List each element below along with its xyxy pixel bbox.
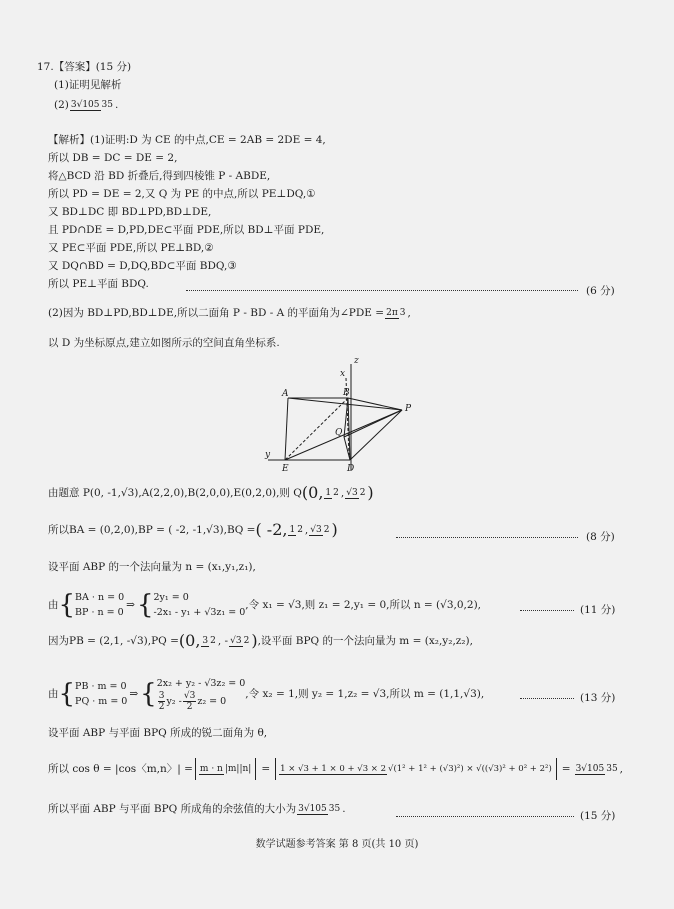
score-6: (6 分) xyxy=(586,285,615,297)
proof-line-8: 又 DQ∩BD = D,DQ,BD⊂平面 BDQ,③ xyxy=(48,260,237,272)
page-footer: 数学试题参考答案 第 8 页(共 10 页) xyxy=(255,839,419,850)
part2-line-1: (2)因为 BD⊥PD,BD⊥DE,所以二面角 P - BD - A 的平面角为∠PDE = 2π 3 , xyxy=(48,307,411,319)
normal-n-intro: 设平面 ABP 的一个法向量为 n = (x₁,y₁,z₁), xyxy=(48,561,256,573)
proof-line-3: 将△BCD 沿 BD 折叠后,得到四棱锥 P - ABDE, xyxy=(48,170,271,182)
proof-line-4: 所以 PD = DE = 2,又 Q 为 PE 的中点,所以 PE⊥DQ,① xyxy=(48,188,316,200)
final-line: 所以平面 ABP 与平面 BPQ 所成角的余弦值的大小为 3√105 35 . xyxy=(48,803,346,815)
proof-line-6: 且 PD∩DE = D,PD,DE⊂平面 PDE,所以 BD⊥平面 PDE, xyxy=(48,224,325,236)
proof-line-5: 又 BD⊥DC 即 BD⊥PD,BD⊥DE, xyxy=(48,206,212,218)
y-axis-label: y xyxy=(265,450,271,460)
answer-2-label: (2) xyxy=(54,99,69,111)
point-q-label: Q xyxy=(335,428,343,438)
score-8: (8 分) xyxy=(586,531,615,543)
pq-vectors-line: 因为PB = (2,1, -√3),PQ =(0, 3 2 , - √3 2 ),设平面 BPQ 的一个法向量为 m = (x₂,y₂,z₂), xyxy=(48,631,473,650)
point-e-label: E xyxy=(282,464,289,474)
answer-1: (1)证明见解析 xyxy=(54,79,122,91)
point-b-label: B xyxy=(343,388,350,398)
angle-fraction: 2π 3 xyxy=(386,308,406,318)
normal-m-system: 由{ PB · m = 0 PQ · m = 0 ⇒{ 2x₂ + y₂ - √3z₂ = 0 $\frac{3}{2}$ y₂ - $\frac{√3}{2}$ z₂ = 0 ,令 x₂ = 1,则 y₂ = 1,z₂ = √3,所以 m = (1,1,√3), xyxy=(48,678,485,712)
dot-leader xyxy=(396,816,574,817)
answer-2: (2) 3√105 35 . xyxy=(54,99,119,111)
point-p-label: P xyxy=(405,404,412,414)
score-13: (13 分) xyxy=(580,692,616,704)
proof-line-1: 【解析】(1)证明:D 为 CE 的中点,CE = 2AB = 2DE = 4, xyxy=(48,134,326,146)
question-number: 17.【答案】(15 分) xyxy=(37,61,132,73)
dot-leader xyxy=(396,537,578,538)
score-15: (15 分) xyxy=(580,810,616,822)
proof-line-9: 所以 PE⊥平面 BDQ. xyxy=(48,278,149,290)
cos-intro: 设平面 ABP 与平面 BPQ 所成的锐二面角为 θ, xyxy=(48,727,268,739)
x-axis-label: x xyxy=(340,369,346,379)
answer-2-fraction: 3√105 35 xyxy=(70,100,113,110)
point-a-label: A xyxy=(282,389,289,399)
dot-leader xyxy=(186,290,578,291)
vectors-line: 所以BA = (0,2,0),BP = ( -2, -1,√3),BQ =( -2, 1 2 , √3 2 ) xyxy=(48,520,338,539)
z-axis-label: z xyxy=(354,356,359,366)
dot-leader xyxy=(520,698,574,699)
point-d-label: D xyxy=(347,464,355,474)
normal-n-system: 由{ BA · n = 0 BP · n = 0 ⇒{ 2y₁ = 0 -2x₁ - y₁ + √3z₁ = 0 ,令 x₁ = √3,则 z₁ = 2,y₁ = 0,所以 n = (√3,0,2), xyxy=(48,590,481,620)
coords-line: 由题意 P(0, -1,√3),A(2,2,0),B(2,0,0),E(0,2,0),则 Q(0, 1 2 , √3 2 ) xyxy=(48,483,374,502)
proof-line-2: 所以 DB = DC = DE = 2, xyxy=(48,152,178,164)
proof-line-7: 又 PE⊂平面 PDE,所以 PE⊥BD,② xyxy=(48,242,214,254)
score-11: (11 分) xyxy=(580,604,616,616)
part2-line-2: 以 D 为坐标原点,建立如图所示的空间直角坐标系. xyxy=(48,337,280,349)
dot-leader xyxy=(520,610,574,611)
cos-formula: 所以 cos θ = |cos〈m,n〉| = m · n |m||n| = 1 × √3 + 1 × 0 + √3 × 2 √(1² + 1² + (√3)²) × √((√3)² + 0² + 2²) = 3√105 35 , xyxy=(48,758,623,780)
